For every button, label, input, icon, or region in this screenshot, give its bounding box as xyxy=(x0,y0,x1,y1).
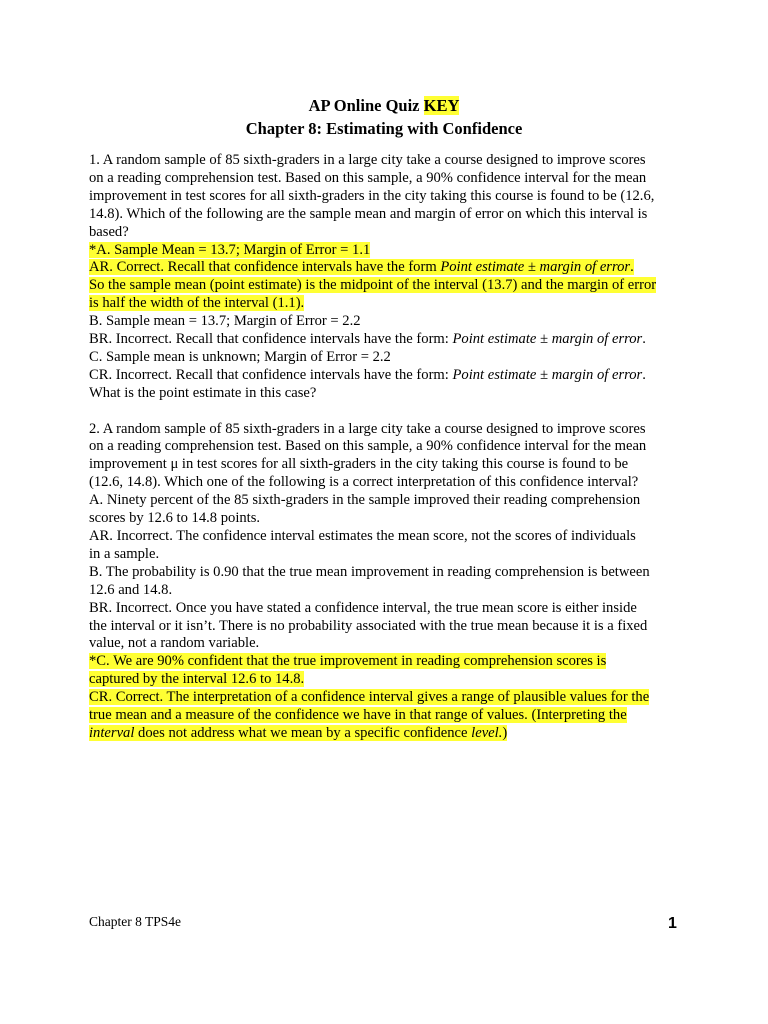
q1-rationale-a-highlight xyxy=(89,259,634,275)
q1-cr-prefix: CR. Incorrect. Recall that confidence intervals have the form: xyxy=(89,366,453,383)
q1-cr-suffix: . xyxy=(642,366,646,383)
page-number: 1 xyxy=(668,915,677,932)
q1-stem-line: based? xyxy=(89,223,129,240)
q2-cr-line-2: true mean and a measure of the confidence we have in that range of values. (Interpreting the xyxy=(89,707,627,724)
q2-cr-italic-interval: interval xyxy=(89,724,135,741)
q1-answer-a xyxy=(89,242,689,260)
q2-answer-a-line: scores by 12.6 to 14.8 points. xyxy=(89,510,261,527)
q1-stem-line: on a reading comprehension test. Based on this sample, a 90% confidence interval for the mean xyxy=(89,169,647,186)
q1-cr-italic: Point estimate ± margin of error xyxy=(452,366,643,383)
q2-rationale-a-line: in a sample. xyxy=(89,545,160,562)
q1-stem-line: 14.8). Which of the following are the sample mean and margin of error on which this interval is xyxy=(89,205,648,222)
q2-rationale-c-line xyxy=(89,725,689,743)
page-title xyxy=(0,94,768,117)
q1-stem-line: 1. A random sample of 85 sixth-graders in a large city take a course designed to improve scores xyxy=(89,152,646,168)
q1-ar-prefix: AR. Correct. Recall that confidence intervals have the form xyxy=(89,259,441,276)
q2-answer-c-text: *C. We are 90% confident that the true improvement in reading comprehension scores is xyxy=(89,653,607,670)
q1-stem-line: improvement in test scores for all sixth-graders in the city taking this course is found to be (12.6, xyxy=(89,187,655,204)
q2-stem-line: (12.6, 14.8). Which one of the following is a correct interpretation of this confidence interval? xyxy=(89,474,639,491)
q2-rationale-c-line xyxy=(89,707,689,725)
q1-ar-suffix: . xyxy=(630,259,634,276)
q2-stem-line: on a reading comprehension test. Based on this sample, a 90% confidence interval for the mean xyxy=(89,438,647,455)
q2-answer-c-line xyxy=(89,671,689,689)
footer-chapter-label: Chapter 8 TPS4e xyxy=(89,914,181,929)
title-text: AP Online Quiz xyxy=(308,96,420,115)
q1-answer-c: C. Sample mean is unknown; Margin of Error = 2.2 xyxy=(89,348,391,365)
q1-rationale-c-line: What is the point estimate in this case? xyxy=(89,384,317,401)
q1-br-italic: Point estimate ± margin of error xyxy=(452,331,643,348)
q2-rationale-b-line: value, not a random variable. xyxy=(89,635,260,652)
q2-answer-b-line: B. The probability is 0.90 that the true mean improvement in reading comprehension is between xyxy=(89,563,650,580)
q1-rationale-a xyxy=(89,259,689,277)
q1-ar-italic: Point estimate ± margin of error xyxy=(440,259,631,276)
q2-cr-line-3 xyxy=(89,725,507,741)
q1-answer-b: B. Sample mean = 13.7; Margin of Error = 2.2 xyxy=(89,313,361,330)
q1-answer-a-text: *A. Sample Mean = 13.7; Margin of Error = 1.1 xyxy=(89,241,371,258)
q2-answer-b-line: 12.6 and 14.8. xyxy=(89,581,173,598)
q2-cr-mid: does not address what we mean by a specific confidence xyxy=(134,724,472,741)
q2-rationale-b-line: BR. Incorrect. Once you have stated a confidence interval, the true mean score is either inside xyxy=(89,599,637,616)
q1-br-prefix: BR. Incorrect. Recall that confidence intervals have the form: xyxy=(89,331,453,348)
title-block xyxy=(0,94,768,140)
q1-rationale-a-line xyxy=(89,277,689,295)
q2-stem-line: improvement μ in test scores for all sixth-graders in the city taking this course is found to be xyxy=(89,456,629,473)
q1-ar-line-3: is half the width of the interval (1.1). xyxy=(89,295,305,312)
q2-rationale-c-line xyxy=(89,689,689,707)
q2-cr-line-1: CR. Correct. The interpretation of a confidence interval gives a range of plausible values for the xyxy=(89,689,650,706)
q2-answer-a-line: A. Ninety percent of the 85 sixth-graders in the sample improved their reading comprehension xyxy=(89,492,641,509)
q1-br-suffix: . xyxy=(642,331,646,348)
q2-cr-italic-level: level. xyxy=(471,724,503,741)
title-key-highlight: KEY xyxy=(423,96,460,115)
q1-rationale-b xyxy=(89,331,689,349)
q1-ar-line-2: So the sample mean (point estimate) is the midpoint of the interval (13.7) and the margin of error xyxy=(89,277,657,294)
q1-rationale-c xyxy=(89,367,689,385)
page-subtitle: Chapter 8: Estimating with Confidence xyxy=(245,119,523,138)
q2-rationale-b-line: the interval or it isn’t. There is no probability associated with the true mean because it is a fixed xyxy=(89,617,648,634)
q2-cr-end: ) xyxy=(502,724,508,741)
q2-answer-c-line xyxy=(89,653,689,671)
spacer xyxy=(89,403,689,421)
q2-rationale-a-line: AR. Incorrect. The confidence interval estimates the mean score, not the scores of individuals xyxy=(89,528,636,545)
q2-stem-line: 2. A random sample of 85 sixth-graders in a large city take a course designed to improve scores xyxy=(89,420,646,437)
q2-answer-c-text: captured by the interval 12.6 to 14.8. xyxy=(89,671,305,688)
q1-rationale-a-line xyxy=(89,295,689,313)
quiz-content xyxy=(89,152,689,743)
